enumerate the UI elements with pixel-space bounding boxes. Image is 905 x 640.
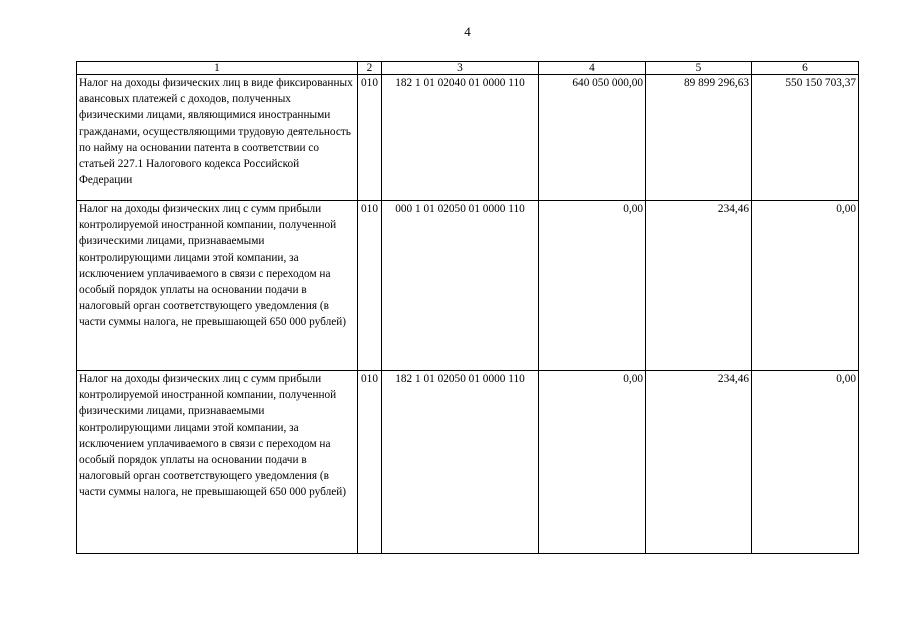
header-cell-6: 6 [752,62,859,75]
header-cell-4: 4 [539,62,646,75]
row-name-cell: Налог на доходы физических лиц с сумм прибыли контролируемой иностранной компании, полученной физическими лицами, признаваемыми контролирующими лицами этой компании, за исключением уплачиваемого в связи с переходом на особый порядок уплаты на основании подачи в налоговый орган соответствующего уведомления (в части суммы налога, не превышающей 650 000 рублей) [77,201,358,371]
row-col5-cell: 234,46 [646,371,752,554]
row-budget-code-cell: 182 1 01 02050 01 0000 110 [382,371,539,554]
row-line-code-cell: 010 [358,371,382,554]
row-budget-code-cell: 000 1 01 02050 01 0000 110 [382,201,539,371]
row-col6-cell: 550 150 703,37 [752,75,859,201]
page-number: 4 [464,24,471,39]
table-row [77,75,859,201]
table-header [77,62,859,75]
header-cell-5: 5 [646,62,752,75]
row-line-code-cell: 010 [358,75,382,201]
header-row [77,62,859,75]
row-col5-cell: 89 899 296,63 [646,75,752,201]
row-name-cell: Налог на доходы физических лиц с сумм прибыли контролируемой иностранной компании, полученной физическими лицами, признаваемыми контролирующими лицами этой компании, за исключением уплачиваемого в связи с переходом на особый порядок уплаты на основании подачи в налоговый орган соответствующего уведомления (в части суммы налога, не превышающей 650 000 рублей) [77,371,358,554]
table-body [77,75,859,554]
row-col5-cell: 234,46 [646,201,752,371]
row-line-code-cell: 010 [358,201,382,371]
header-cell-3: 3 [382,62,539,75]
table-row [77,371,859,554]
table-row [77,201,859,371]
row-budget-code-cell: 182 1 01 02040 01 0000 110 [382,75,539,201]
row-col6-cell: 0,00 [752,201,859,371]
row-col6-cell: 0,00 [752,371,859,554]
header-cell-1: 1 [77,62,358,75]
row-col4-cell: 0,00 [539,371,646,554]
header-cell-2: 2 [358,62,382,75]
row-col4-cell: 640 050 000,00 [539,75,646,201]
row-col4-cell: 0,00 [539,201,646,371]
row-name-cell: Налог на доходы физических лиц в виде фиксированных авансовых платежей с доходов, полученных физическими лицами, являющимися иностранными гражданами, осуществляющими трудовую деятельность по найму на основании патента в соответствии со статьей 227.1 Налогового кодекса Российской Федерации [77,75,358,201]
report-table [76,61,859,554]
